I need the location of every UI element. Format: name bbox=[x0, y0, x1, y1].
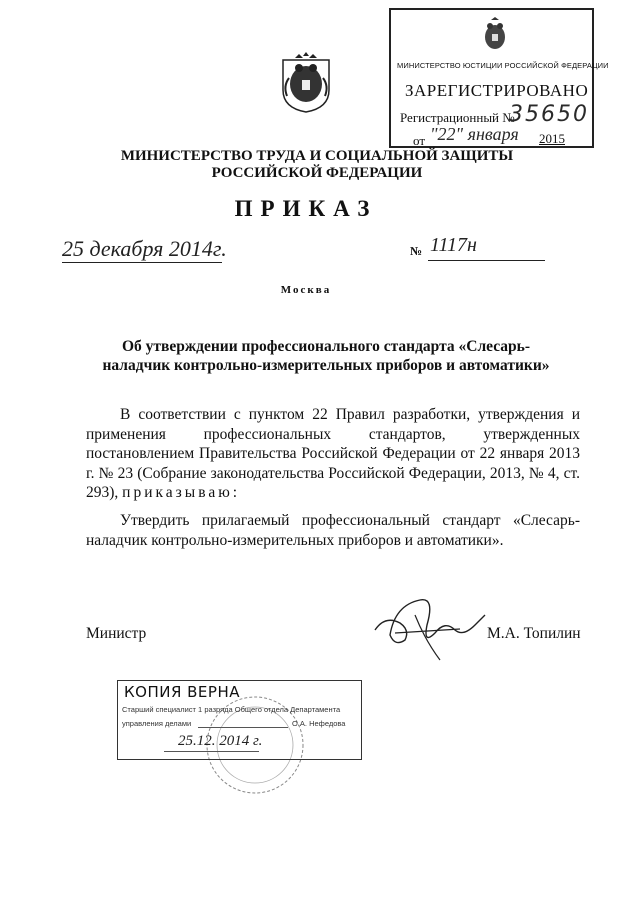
order-date: 25 декабря 2014г. bbox=[62, 236, 227, 261]
handwritten-signature bbox=[365, 585, 490, 665]
justice-emblem-icon bbox=[478, 16, 512, 54]
copy-verified-stamp bbox=[117, 680, 362, 760]
stamp-date-value: "22" января bbox=[430, 124, 519, 144]
copy-stamp-department: управления делами bbox=[122, 719, 192, 728]
order-number-value: 1117н bbox=[430, 234, 477, 256]
copy-stamp-date: 25.12. 2014 г. bbox=[178, 733, 263, 749]
order-date-underline bbox=[62, 262, 222, 263]
stamp-date-year: 2015 bbox=[539, 131, 565, 146]
stamp-number-label: Регистрационный № bbox=[400, 110, 515, 125]
stamp-date-label: от bbox=[413, 133, 426, 148]
signatory-position: Министр bbox=[86, 625, 147, 642]
body-paragraph-1 bbox=[86, 405, 580, 503]
stamp-number-value: 35650 bbox=[509, 102, 589, 127]
copy-signature-line bbox=[198, 727, 288, 728]
stamp-registered-title: ЗАРЕГИСТРИРОВАНО bbox=[405, 81, 589, 100]
document-type-title: ПРИКАЗ bbox=[234, 196, 378, 221]
coat-of-arms-icon bbox=[277, 50, 335, 114]
copy-verified-title: КОПИЯ ВЕРНА bbox=[124, 683, 241, 701]
order-directive: приказываю: bbox=[122, 484, 241, 501]
copy-stamp-signer: О.А. Нефедова bbox=[292, 719, 346, 728]
copy-stamp-position: Старший специалист 1 разряда Общего отдела Департамента bbox=[122, 705, 341, 714]
registration-stamp bbox=[389, 8, 609, 148]
order-number-underline bbox=[428, 260, 545, 261]
paragraph-2-text: Утвердить прилагаемый профессиональный стандарт «Слесарь-наладчик контрольно-измерительных приборов и автоматики». bbox=[86, 512, 580, 549]
paragraph-1-text: В соответствии с пунктом 22 Правил разработки, утверждения и применения профессиональных стандартов, утвержденных постановлением Правительства Российской Федерации от 22 января 2013 г. № 23 (Собрание законодательства Российской Федерации, 2013, № 4, ст. 293), bbox=[86, 406, 580, 501]
order-subject: Об утверждении профессионального стандарта «Слесарь-наладчик контрольно-измерительных приборов и автоматики» bbox=[102, 338, 550, 374]
stamp-ministry-name: МИНИСТЕРСТВО ЮСТИЦИИ РОССИЙСКОЙ ФЕДЕРАЦИИ bbox=[397, 61, 609, 70]
copy-date-line bbox=[164, 751, 259, 752]
ministry-name: МИНИСТЕРСТВО ТРУДА И СОЦИАЛЬНОЙ ЗАЩИТЫ РОССИЙСКОЙ ФЕДЕРАЦИИ bbox=[120, 148, 514, 181]
city-name: Москва bbox=[280, 284, 332, 296]
order-number-label: № bbox=[410, 244, 423, 258]
signatory-name: М.А. Топилин bbox=[487, 625, 581, 642]
body-paragraph-2 bbox=[86, 511, 580, 550]
